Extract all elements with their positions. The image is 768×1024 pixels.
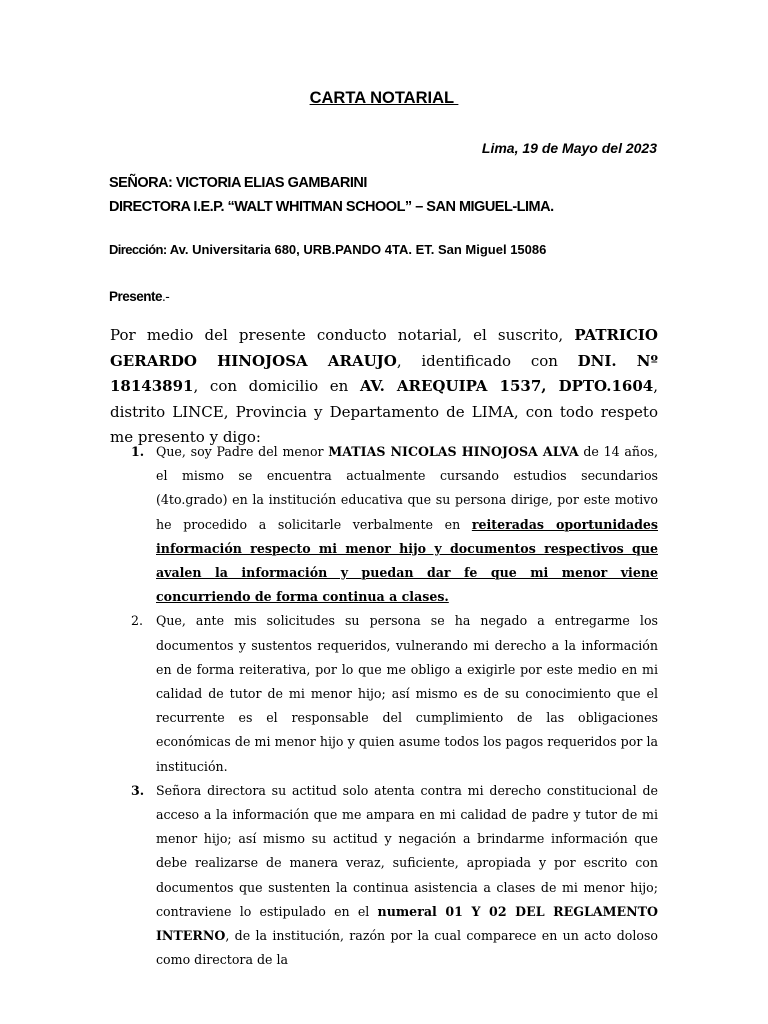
- recipient-position: DIRECTORA I.E.P. “WALT WHITMAN SCHOOL” – SAN MIGUEL-LIMA.: [109, 199, 554, 215]
- list-item-number: 2.: [131, 613, 144, 629]
- list-item-number: 1.: [131, 444, 145, 459]
- list-item: 3. Señora directora su actitud solo atenta contra mi derecho constitucional de acceso a la información que me ampara en mi calidad de padre y tutor de mi menor hijo; así mismo su actitud y negación a brindarme información que debe realizarse de manera veraz, suficiente, apropiada y por escrito con documentos que sustenten la continua asistencia a clases de mi menor hijo; contraviene lo estipulado en el numeral 01 Y 02 DEL REGLAMENTO INTERNO, de la institución, razón por la cual comparece en un acto doloso como directora de la: [110, 779, 658, 973]
- salutation-label: Presente: [109, 289, 163, 304]
- sender-address: AV. AREQUIPA 1537, DPTO.1604: [360, 377, 654, 395]
- list-item-number: 3.: [131, 782, 145, 798]
- regulation-reference: numeral 01 Y 02 DEL REGLAMENTO INTERNO: [156, 903, 658, 944]
- letter-date: Lima, 19 de Mayo del 2023: [481, 140, 657, 156]
- salutation: [109, 289, 169, 304]
- address-label: Dirección:: [109, 242, 167, 257]
- intro-paragraph: Por medio del presente conducto notarial, el suscrito, PATRICIO GERARDO HINOJOSA ARAUJO, identificado con DNI. Nº 18143891, con domicilio en AV. AREQUIPA 1537, DPTO.1604, distrito LINCE, Provincia y Departamento de LIMA, con todo respeto me presento y digo:: [110, 326, 658, 446]
- numbered-list: [110, 440, 658, 972]
- recipient-address: [109, 242, 546, 257]
- underlined-request: reiteradas oportunidades información respecto mi menor hijo y documentos respectivos que avalen la información y puedan dar fe que mi menor viene concurriendo de forma continua a clases.: [156, 516, 659, 605]
- list-item: 2. Que, ante mis solicitudes su persona se ha negado a entregarme los documentos y sustentos requeridos, vulnerando mi derecho a la información en de forma reiterativa, por lo que me obligo a exigirle por este medio en mi calidad de tutor de mi menor hijo; así mismo es de su conocimiento que el recurrente es el responsable del cumplimiento de las obligaciones económicas de mi menor hijo y quien asume todos los pagos requeridos por la institución.: [110, 609, 658, 778]
- address-value: Av. Universitaria 680, URB.PANDO 4TA. ET. San Miguel 15086: [166, 242, 547, 257]
- salutation-suffix: .-: [162, 289, 170, 304]
- sender-dni: DNI. Nº 18143891: [110, 351, 658, 395]
- list-item: 1. Que, soy Padre del menor MATIAS NICOLAS HINOJOSA ALVA de 14 años, el mismo se encuentra actualmente cursando estudios secundarios (4to.grado) en la institución educativa que su persona dirige, por este motivo he procedido a solicitarle verbalmente en reiteradas oportunidades información respecto mi menor hijo y documentos respectivos que avalen la información y puedan dar fe que mi menor viene concurriendo de forma continua a clases.: [110, 440, 658, 609]
- recipient-name: SEÑORA: VICTORIA ELIAS GAMBARINI: [109, 175, 367, 191]
- minor-name: MATIAS NICOLAS HINOJOSA ALVA: [328, 444, 579, 459]
- document-title: CARTA NOTARIAL: [309, 89, 459, 107]
- recipient-block: [109, 171, 554, 219]
- sender-name: PATRICIO GERARDO HINOJOSA ARAUJO: [110, 326, 658, 370]
